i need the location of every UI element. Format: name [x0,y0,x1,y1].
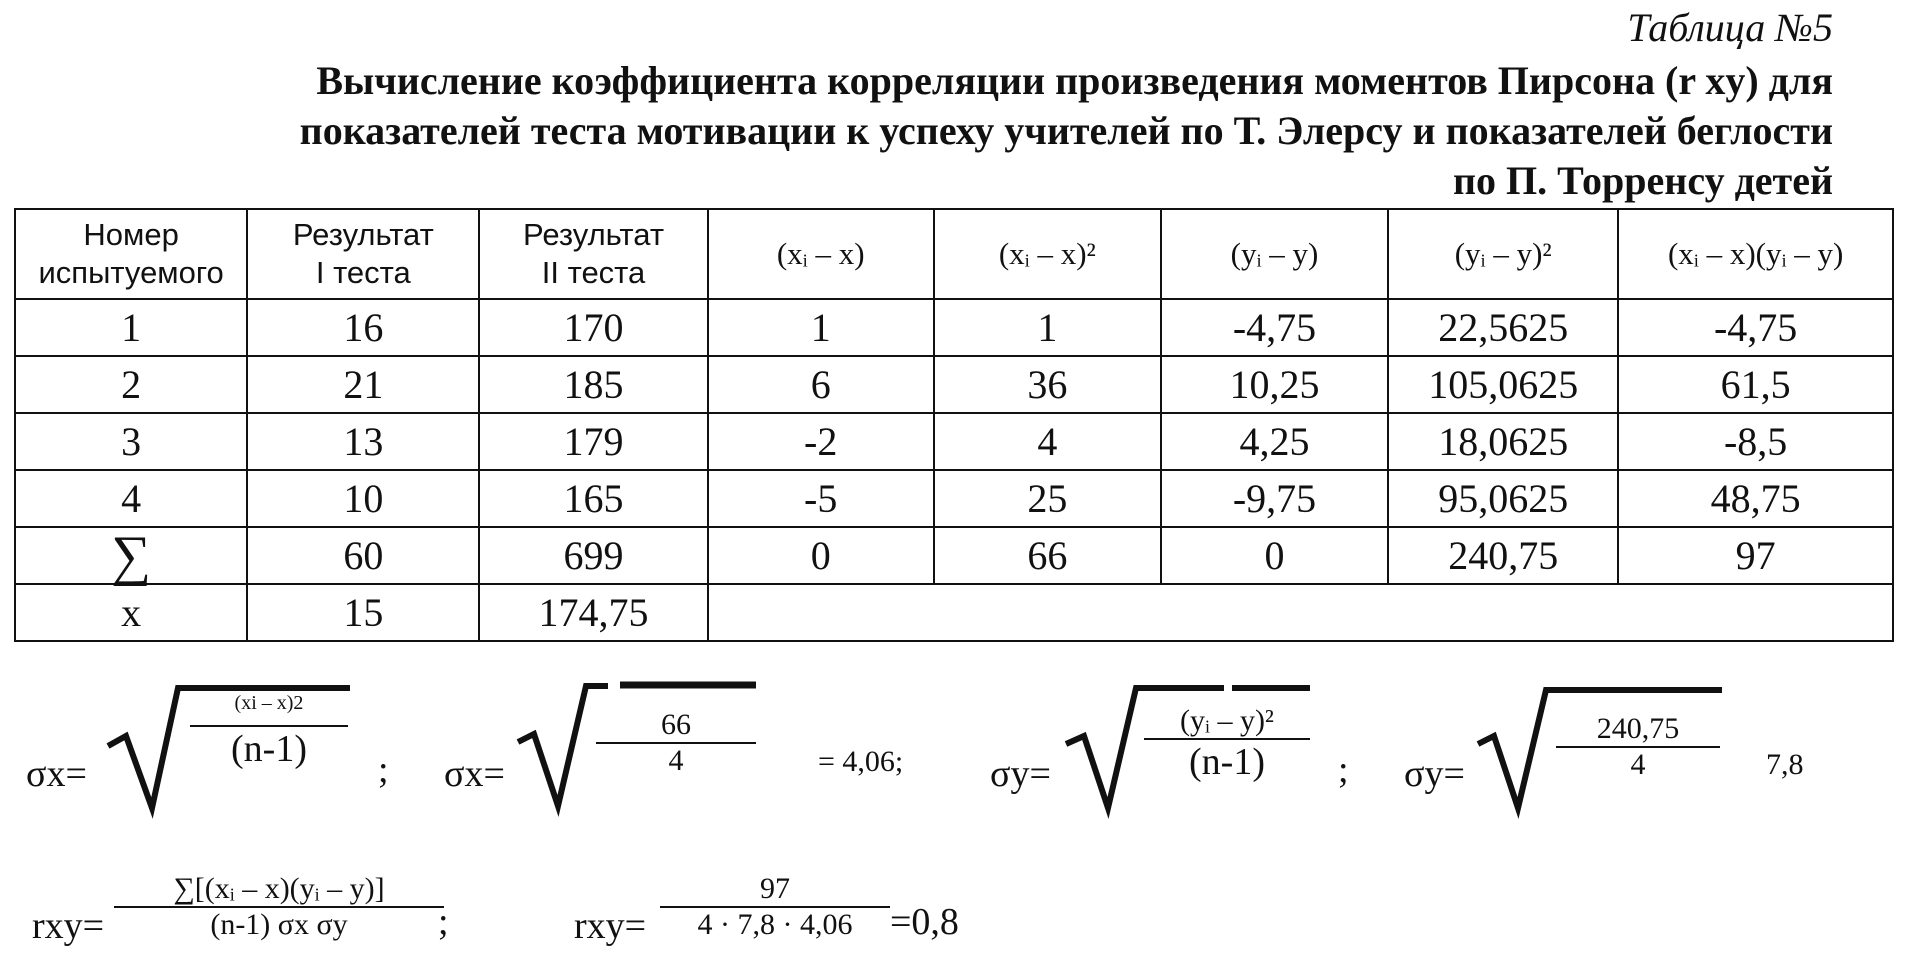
r-xy-computed-numerator: 97 [760,872,790,905]
sigma-y-computed-label: σy= [1404,753,1465,795]
table-cell: 10 [247,470,479,527]
r-xy-result: =0,8 [890,901,959,943]
header-xy-product: (xᵢ – x)(yᵢ – y) [1618,209,1893,299]
sigma-x-computed-fraction [596,708,756,778]
table-cell: 0 [1161,527,1388,584]
table-sum-row [15,527,1893,584]
sigma-x-label: σx= [26,753,87,795]
table-cell: 15 [247,584,479,641]
header-x-deviation-squared: (xᵢ – x)² [934,209,1161,299]
table-cell: 3 [15,413,247,470]
table-cell: 2 [15,356,247,413]
table-cell: 22,5625 [1388,299,1618,356]
table-cell: 1 [15,299,247,356]
r-xy-numerator: ∑[(xᵢ – x)(yᵢ – y)] [173,872,385,905]
r-xy-computed-label: rxy= [574,905,647,947]
table-cell: 10,25 [1161,356,1388,413]
table-cell: 179 [479,413,707,470]
table-row [15,413,1893,470]
separator: ; [438,901,449,943]
table-caption: Таблица №5 [1627,5,1833,50]
table-header-row [15,209,1893,299]
sigma-x-computed-label: σx= [444,753,505,795]
sigma-x-fraction [190,692,348,771]
table-cell: 60 [247,527,479,584]
separator: ; [378,749,389,791]
sigma-y-numerator: (yᵢ – y)² [1180,704,1274,737]
table-cell: 165 [479,470,707,527]
table-cell: 6 [708,356,934,413]
table-cell: 699 [479,527,707,584]
table-cell: 16 [247,299,479,356]
table-cell: -4,75 [1161,299,1388,356]
table-row [15,299,1893,356]
table-cell: 25 [934,470,1161,527]
table-cell: -9,75 [1161,470,1388,527]
table-cell: 18,0625 [1388,413,1618,470]
sigma-y-fraction [1144,704,1310,784]
table-cell: 48,75 [1618,470,1893,527]
header-subject-number: Номер испытуемого [15,209,247,299]
title-line-2: показателей теста мотивации к успеху учителей по Т. Элерсу и показателей беглости [299,108,1833,153]
table-mean-row [15,584,1893,641]
header-x-deviation: (xᵢ – x) [708,209,934,299]
table-cell: 95,0625 [1388,470,1618,527]
r-xy-label: rxy= [32,905,105,947]
r-xy-denominator: (n-1) σx σy [210,908,348,941]
table-cell: 0 [708,527,934,584]
table-cell: x [15,584,247,641]
sigma-y-computed-denominator: 4 [1630,748,1646,781]
document-title [40,56,1833,206]
sigma-y-computed-fraction [1556,712,1720,782]
sigma-y-computed-numerator: 240,75 [1596,712,1680,745]
table-cell: 4 [934,413,1161,470]
table-cell: 21 [247,356,479,413]
table-cell: 4,25 [1161,413,1388,470]
table-cell: 61,5 [1618,356,1893,413]
r-xy-fraction [114,872,444,942]
empty-cell [708,584,1893,641]
table-cell: -8,5 [1618,413,1893,470]
table-row [15,470,1893,527]
separator: ; [1338,749,1349,791]
table-row [15,356,1893,413]
header-y-deviation-squared: (yᵢ – y)² [1388,209,1618,299]
title-line-1: Вычисление коэффициента корреляции произведения моментов Пирсона (r xy) для [316,58,1833,103]
table-cell: 174,75 [479,584,707,641]
sigma-x-result: = 4,06; [818,745,904,778]
sigma-y-label: σy= [990,753,1051,795]
sigma-x-denominator: (n-1) [231,728,307,770]
table-cell: -2 [708,413,934,470]
table-cell: -4,75 [1618,299,1893,356]
table-cell: 36 [934,356,1161,413]
table-cell: 1 [934,299,1161,356]
table-cell: 4 [15,470,247,527]
table-cell: 185 [479,356,707,413]
table-cell: -5 [708,470,934,527]
sigma-x-computed-denominator: 4 [668,744,684,777]
header-y-deviation: (yᵢ – y) [1161,209,1388,299]
sigma-y-denominator: (n-1) [1189,741,1265,783]
table-cell: 105,0625 [1388,356,1618,413]
table-cell: 13 [247,413,479,470]
table-cell: 240,75 [1388,527,1618,584]
header-test-1: Результат I теста [247,209,479,299]
table-cell: 1 [708,299,934,356]
sigma-y-result: 7,8 [1766,748,1804,781]
table-cell: 66 [934,527,1161,584]
r-xy-computed-fraction [660,872,890,942]
table-cell: 170 [479,299,707,356]
r-xy-computed-denominator: 4 · 7,8 · 4,06 [697,908,853,941]
header-test-2: Результат II теста [479,209,707,299]
sum-symbol: ∑ [15,527,247,584]
sigma-x-computed-numerator: 66 [661,708,691,741]
sigma-x-numerator: (xi – x)2 [234,692,304,714]
correlation-table [14,208,1894,642]
table-cell: 97 [1618,527,1893,584]
title-line-3: по П. Торренсу детей [1453,158,1833,203]
